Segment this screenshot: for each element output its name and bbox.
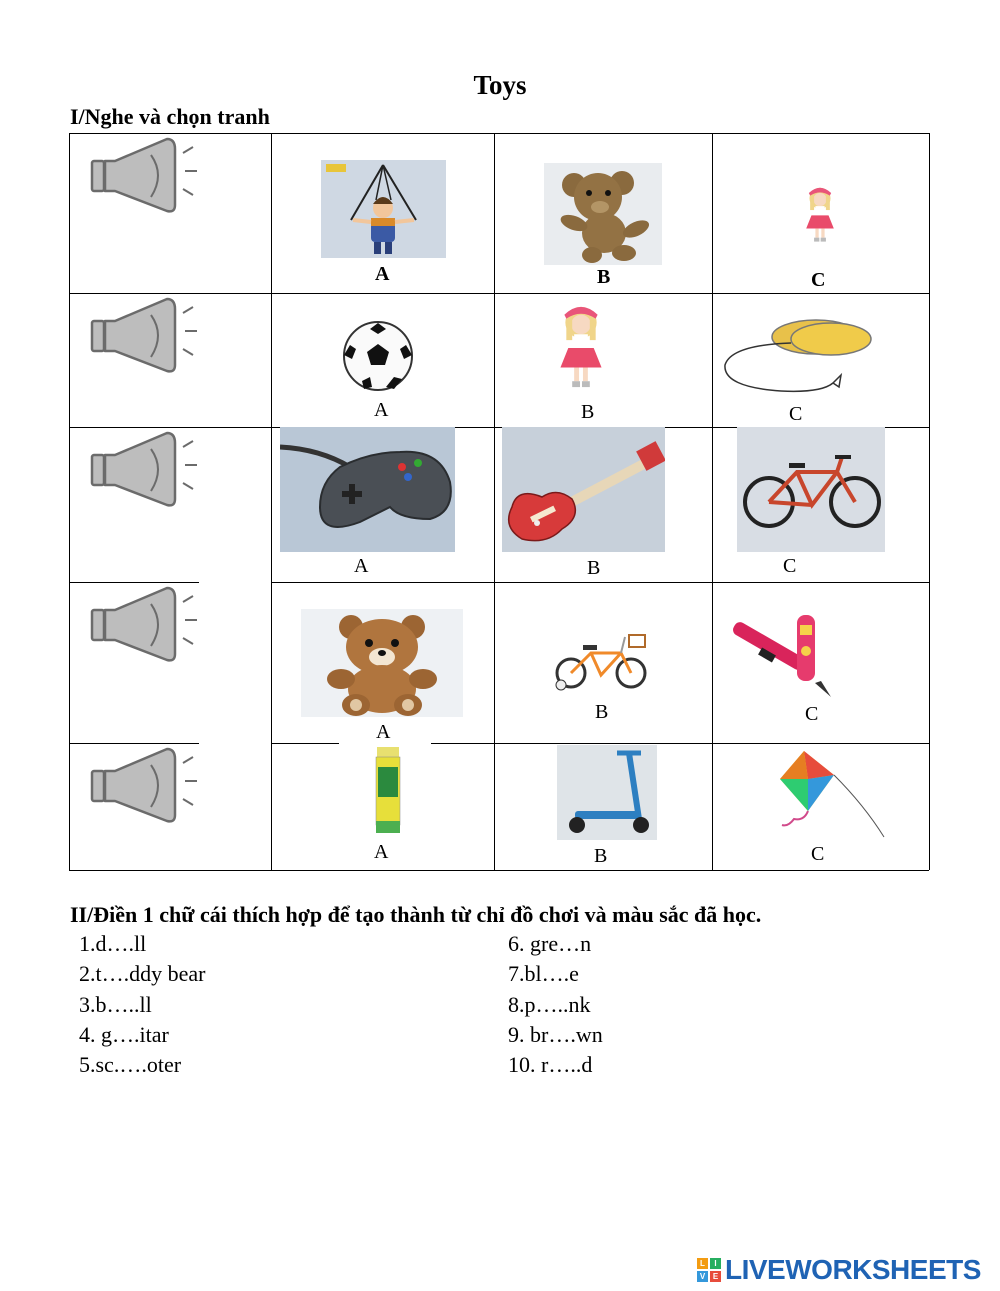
fill-item-10[interactable]: 10. r…..d bbox=[508, 1052, 593, 1077]
teddy-brown-picture[interactable] bbox=[544, 163, 662, 265]
fill-item-2[interactable]: 2.t….ddy bear bbox=[79, 961, 206, 986]
bike-orange-picture[interactable] bbox=[551, 623, 651, 693]
option-label: C bbox=[783, 555, 797, 577]
doll-picture[interactable] bbox=[797, 168, 843, 260]
speaker-icon[interactable] bbox=[89, 135, 201, 220]
page-title: Toys bbox=[473, 70, 527, 100]
option-label: C bbox=[805, 703, 819, 725]
table-rule bbox=[69, 133, 929, 134]
fill-item-5[interactable]: 5.sc.….oter bbox=[79, 1052, 182, 1077]
speaker-icon[interactable] bbox=[89, 429, 201, 514]
fill-item-8[interactable]: 8.p…..nk bbox=[508, 992, 591, 1017]
option-label: C bbox=[789, 403, 803, 425]
speaker-icon[interactable] bbox=[89, 295, 201, 380]
section1-heading: I/Nghe và chọn tranh bbox=[70, 104, 270, 129]
option-label: A bbox=[354, 555, 369, 577]
option-label: B bbox=[581, 401, 595, 423]
fill-item-6[interactable]: 6. gre…n bbox=[508, 931, 592, 956]
fill-item-4[interactable]: 4. g….itar bbox=[79, 1022, 169, 1047]
fill-item-7[interactable]: 7.bl….e bbox=[508, 961, 579, 986]
table-rule bbox=[69, 870, 929, 871]
liveworksheets-logo bbox=[697, 1256, 981, 1284]
table-rule bbox=[69, 582, 929, 583]
table-rule bbox=[69, 133, 70, 870]
logo-text: LIVEWORKSHEETS bbox=[725, 1254, 981, 1285]
option-label: B bbox=[587, 557, 601, 579]
scooter-picture[interactable] bbox=[557, 745, 657, 840]
table-rule bbox=[69, 743, 929, 744]
table-rule bbox=[929, 133, 930, 870]
option-label: C bbox=[811, 269, 826, 291]
doll-picture[interactable] bbox=[546, 301, 616, 391]
table-rule bbox=[69, 293, 929, 294]
line-gap bbox=[199, 742, 271, 745]
option-label: B bbox=[594, 845, 608, 867]
logo-block: I bbox=[710, 1258, 721, 1269]
option-label: A bbox=[374, 399, 389, 421]
ball-picture[interactable] bbox=[336, 319, 421, 392]
option-label: A bbox=[374, 841, 389, 863]
line-gap bbox=[199, 581, 271, 584]
table-rule bbox=[712, 133, 713, 870]
fill-item-1[interactable]: 1.d….ll bbox=[79, 931, 147, 956]
table-rule bbox=[494, 133, 495, 870]
option-label: C bbox=[811, 843, 825, 865]
pen-picture[interactable] bbox=[729, 611, 834, 703]
yoyo-picture[interactable] bbox=[721, 315, 873, 402]
logo-block: E bbox=[710, 1271, 721, 1282]
logo-blocks-icon bbox=[697, 1258, 721, 1282]
glue-picture[interactable] bbox=[373, 747, 403, 833]
gamepad-picture[interactable] bbox=[280, 427, 455, 552]
speaker-icon[interactable] bbox=[89, 584, 201, 669]
option-label: B bbox=[597, 266, 611, 288]
table-rule bbox=[271, 133, 272, 870]
fill-item-3[interactable]: 3.b…..ll bbox=[79, 992, 152, 1017]
speaker-icon[interactable] bbox=[89, 745, 201, 830]
logo-block: L bbox=[697, 1258, 708, 1269]
option-label: A bbox=[376, 721, 391, 743]
option-label: A bbox=[375, 263, 390, 285]
fill-item-9[interactable]: 9. br….wn bbox=[508, 1022, 603, 1047]
puppet-picture[interactable] bbox=[321, 160, 446, 258]
logo-block: V bbox=[697, 1271, 708, 1282]
bike-red-picture[interactable] bbox=[737, 427, 885, 552]
kite-picture[interactable] bbox=[754, 745, 886, 839]
listening-table bbox=[69, 133, 929, 870]
guitar-picture[interactable] bbox=[502, 427, 665, 552]
teddy-light-picture[interactable] bbox=[301, 609, 463, 717]
section2-heading: II/Điền 1 chữ cái thích hợp để tạo thành từ chỉ đồ chơi và màu sắc đã học. bbox=[70, 902, 762, 927]
option-label: B bbox=[595, 701, 609, 723]
